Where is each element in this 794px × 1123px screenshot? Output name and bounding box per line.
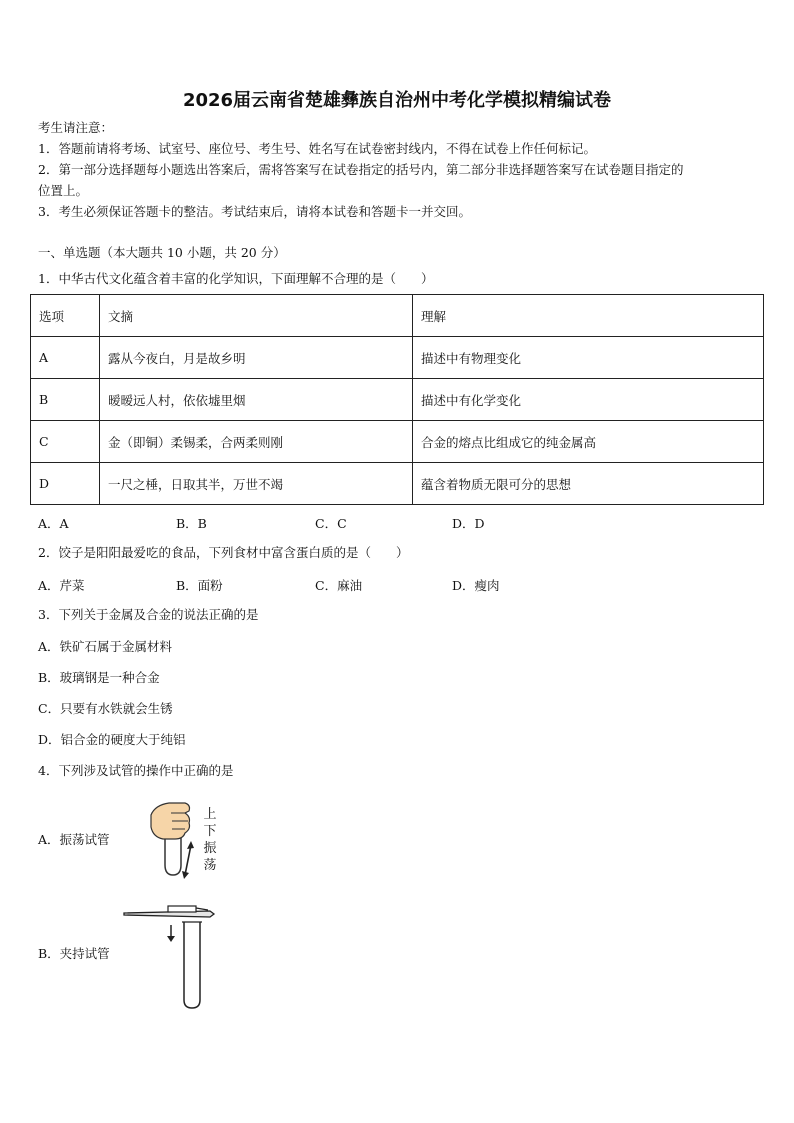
label-char: 上 <box>203 807 217 822</box>
q2-option-c[interactable]: C．麻油 <box>315 578 363 593</box>
section-heading: 一、单选题（本大题共 10 小题，共 20 分） <box>38 245 286 260</box>
up-down-arrow-icon <box>182 841 194 879</box>
q4-option-b[interactable]: B．夹持试管 <box>38 946 110 961</box>
q3-option-b[interactable]: B．玻璃钢是一种合金 <box>38 670 160 685</box>
label-char: 下 <box>203 824 217 839</box>
table-cell: A <box>31 337 100 379</box>
table-header-cell: 选项 <box>31 295 100 337</box>
table-row <box>31 337 764 379</box>
q3-option-a[interactable]: A．铁矿石属于金属材料 <box>38 639 173 654</box>
table-cell: 描述中有物理变化 <box>413 337 764 379</box>
down-arrow-icon <box>167 925 175 942</box>
q2-option-d[interactable]: D．瘦肉 <box>452 578 500 593</box>
clamping-test-tube-figure <box>120 898 220 1013</box>
notice-heading: 考生请注意： <box>38 120 114 135</box>
table-row <box>31 421 764 463</box>
table-cell: 露从今夜白，月是故乡明 <box>100 337 413 379</box>
table-header-cell: 文摘 <box>100 295 413 337</box>
table-cell: 暧暧远人村，依依墟里烟 <box>100 379 413 421</box>
table-header-row <box>31 295 764 337</box>
notice-item-2: 2．第一部分选择题每小题选出答案后，需将答案写在试卷指定的括号内，第二部分非选择题答案写在试卷题目指定的 <box>38 162 684 177</box>
q1-table <box>30 294 764 505</box>
q2-option-a[interactable]: A．芹菜 <box>38 578 85 593</box>
table-row <box>31 463 764 505</box>
q3-option-d[interactable]: D．铝合金的硬度大于纯铝 <box>38 732 186 747</box>
notice-item-3: 3．考生必须保证答题卡的整洁。考试结束后，请将本试卷和答题卡一并交回。 <box>38 204 471 219</box>
page-title: 2026届云南省楚雄彝族自治州中考化学模拟精编试卷 <box>182 90 612 111</box>
q1-option-d[interactable]: D．D <box>452 516 485 531</box>
hand-icon <box>151 803 190 839</box>
notice-item-1: 1．答题前请将考场、试室号、座位号、考生号、姓名写在试卷密封线内，不得在试卷上作任何标记。 <box>38 141 596 156</box>
tube-holder-icon <box>124 906 214 917</box>
shake-vertical-label <box>203 806 217 874</box>
table-cell: 描述中有化学变化 <box>413 379 764 421</box>
q1-option-a[interactable]: A．A <box>38 516 69 531</box>
q4-stem: 4．下列涉及试管的操作中正确的是 <box>38 763 234 778</box>
table-cell: 一尺之棰，日取其半，万世不竭 <box>100 463 413 505</box>
q4-option-a[interactable]: A．振荡试管 <box>38 832 110 847</box>
q1-stem: 1．中华古代文化蕴含着丰富的化学知识，下面理解不合理的是（ ） <box>38 271 434 286</box>
notice-item-2-cont: 位置上。 <box>38 183 89 198</box>
table-cell: C <box>31 421 100 463</box>
table-cell: D <box>31 463 100 505</box>
label-char: 振 <box>203 841 217 856</box>
q3-option-c[interactable]: C．只要有水铁就会生锈 <box>38 701 173 716</box>
table-row <box>31 379 764 421</box>
q2-option-b[interactable]: B．面粉 <box>176 578 223 593</box>
table-cell: 合金的熔点比组成它的纯金属高 <box>413 421 764 463</box>
label-char: 荡 <box>203 858 217 873</box>
q2-stem: 2．饺子是阳阳最爱吃的食品，下列食材中富含蛋白质的是（ ） <box>38 545 409 560</box>
table-cell: 蕴含着物质无限可分的思想 <box>413 463 764 505</box>
test-tube-icon <box>182 922 202 1008</box>
table-cell: B <box>31 379 100 421</box>
table-cell: 金（即铜）柔锡柔，合两柔则刚 <box>100 421 413 463</box>
q1-option-c[interactable]: C．C <box>315 516 347 531</box>
q3-stem: 3．下列关于金属及合金的说法正确的是 <box>38 607 259 622</box>
table-header-cell: 理解 <box>413 295 764 337</box>
shaking-test-tube-figure <box>145 795 235 885</box>
q1-option-b[interactable]: B．B <box>176 516 207 531</box>
